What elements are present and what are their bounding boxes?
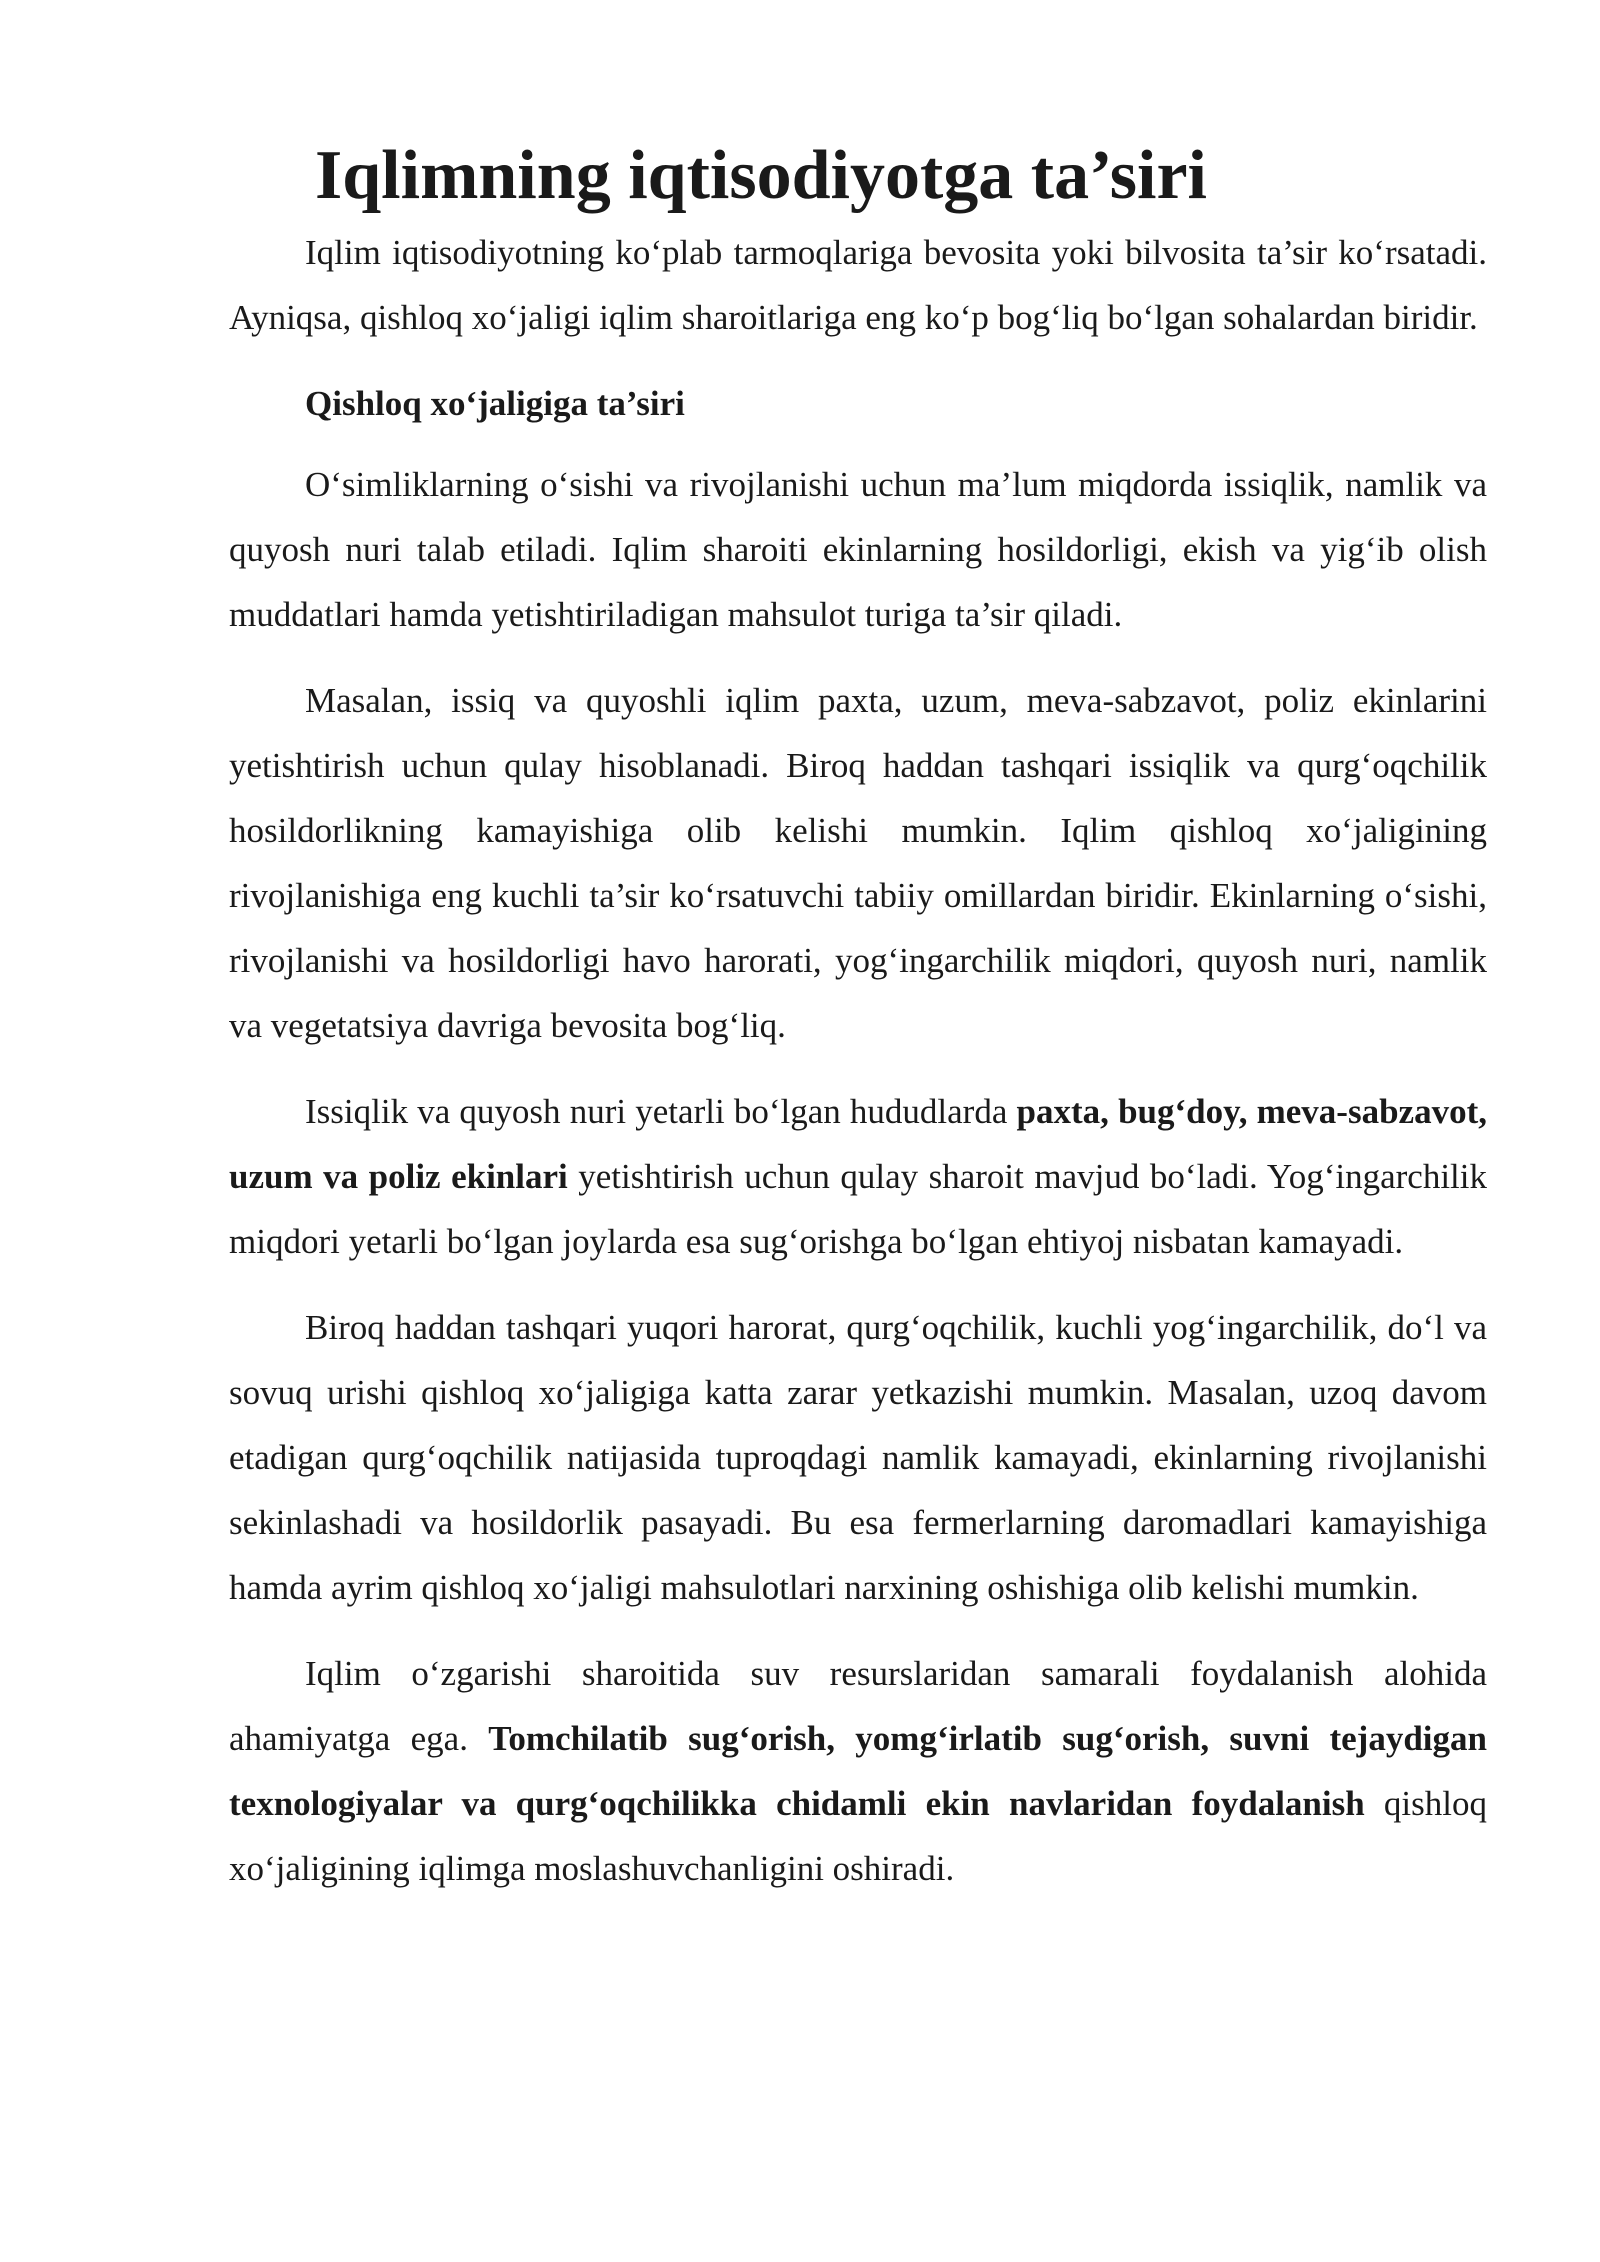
paragraph-extreme-weather: Biroq haddan tashqari yuqori harorat, qurg‘oqchilik, kuchli yog‘ingarchilik, do‘l va sovuq urishi qishloq xo‘jaligiga katta zarar yetkazishi mumkin. Masalan, uzoq davom etadigan qurg‘oqchilik natijasida tuproqdagi namlik kamayadi, ekinlarning rivojlanishi sekinlashadi va hosildorlik pasayadi. Bu esa fermerlarning daromadlari kamayishiga hamda ayrim qishloq xo‘jaligi mahsulotlari narxining oshishiga olib kelishi mumkin. (229, 1308, 1487, 1607)
paragraph-text: yetishtirish uchun qulay sharoit mavjud bo‘ladi. Yog‘ingarchilik miqdori yetarli bo‘lgan joylarda esa sug‘orishga bo‘lgan ehtiyoj nisbatan kamayadi. (229, 1157, 1487, 1261)
paragraph-text: Issiqlik va quyosh nuri yetarli bo‘lgan hududlarda (305, 1092, 1017, 1131)
paragraph-favorable-regions (229, 1079, 1487, 1274)
intro-paragraph: Iqlim iqtisodiyotning ko‘plab tarmoqlariga bevosita yoki bilvosita ta’sir ko‘rsatadi. Ayniqsa, qishloq xo‘jaligi iqlim sharoitlariga eng ko‘p bog‘liq bo‘lgan sohalardan biridir. (229, 233, 1487, 337)
bold-irrigation-methods: Tomchilatib sug‘orish, yomg‘irlatib sug‘orish, suvni tejaydigan texnologiyalar va qurg‘oqchilikka chidamli ekin navlaridan foydalanish (229, 1719, 1487, 1823)
section-heading: Qishloq xo‘jaligiga ta’siri (305, 384, 685, 423)
paragraph-water-resources (229, 1641, 1487, 1901)
paragraph-text: Iqlim o‘zgarishi sharoitida suv resurslaridan samarali foydalanish alohida ahamiyatga ega. (229, 1654, 1487, 1758)
document-title: Iqlimning iqtisodiyotga ta’siri (315, 137, 1207, 214)
paragraph-climate-examples: Masalan, issiq va quyoshli iqlim paxta, uzum, meva-sabzavot, poliz ekinlarini yetishtirish uchun qulay hisoblanadi. Biroq haddan tashqari issiqlik va qurg‘oqchilik hosildorlikning kamayishiga olib kelishi mumkin. Iqlim qishloq xo‘jaligining rivojlanishiga eng kuchli ta’sir ko‘rsatuvchi tabiiy omillardan biridir. Ekinlarning o‘sishi, rivojlanishi va hosildorligi havo harorati, yog‘ingarchilik miqdori, quyosh nuri, namlik va vegetatsiya davriga bevosita bog‘liq. (229, 681, 1487, 1045)
paragraph-text: qishloq xo‘jaligining iqlimga moslashuvchanligini oshiradi. (229, 1784, 1487, 1888)
document-page (229, 137, 1487, 1901)
paragraph-plant-growth: O‘simliklarning o‘sishi va rivojlanishi uchun ma’lum miqdorda issiqlik, namlik va quyosh nuri talab etiladi. Iqlim sharoiti ekinlarning hosildorligi, ekish va yig‘ib olish muddatlari hamda yetishtiriladigan mahsulot turiga ta’sir qiladi. (229, 465, 1487, 634)
bold-crops-list: paxta, bug‘doy, meva-sabzavot, uzum va poliz ekinlari (229, 1092, 1487, 1196)
